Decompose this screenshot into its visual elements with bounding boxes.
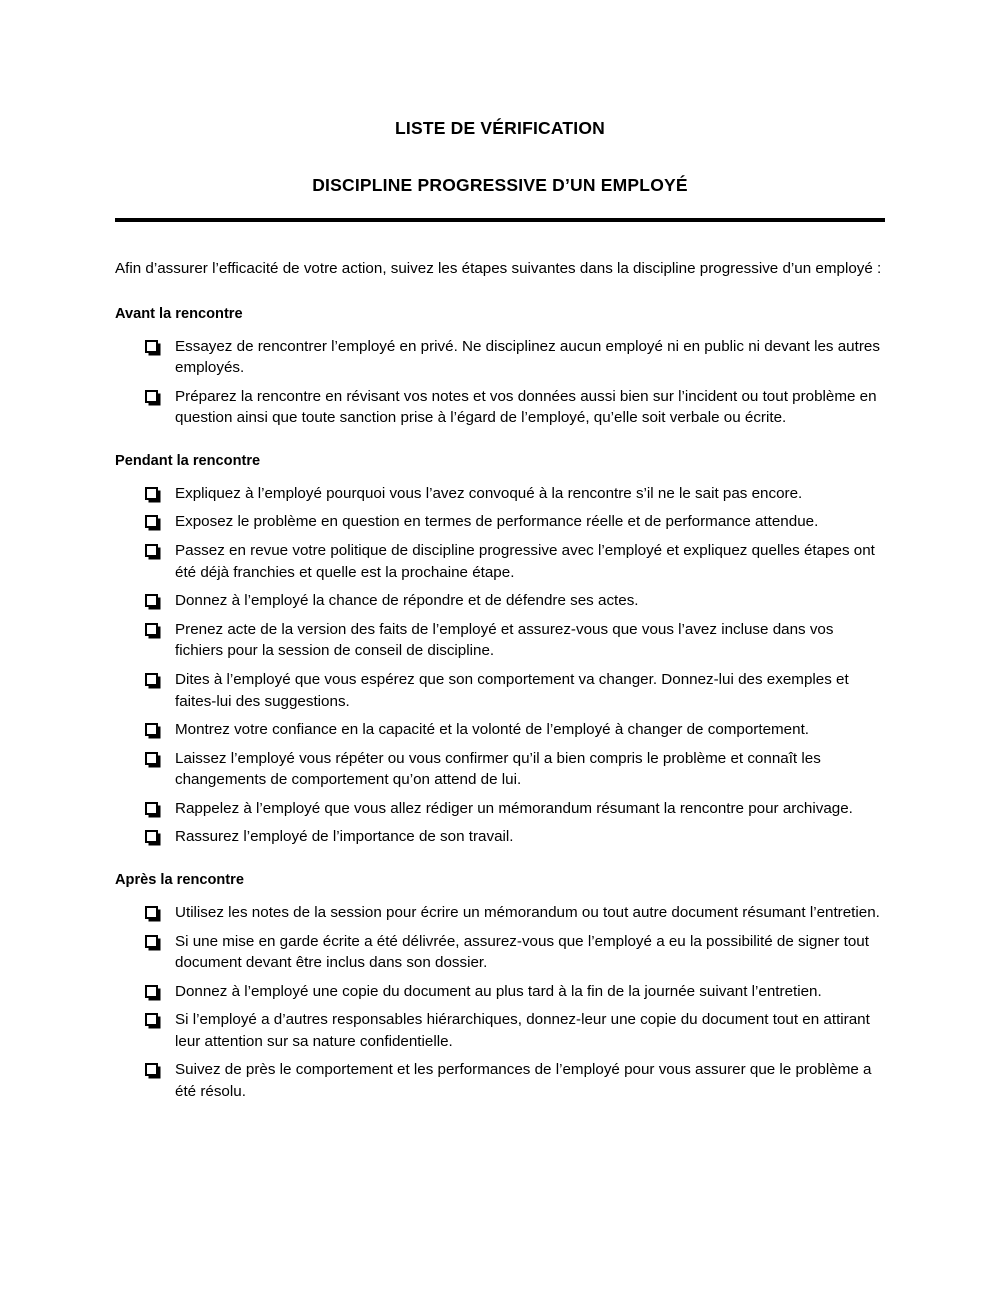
checkbox-empty-icon[interactable] [145, 723, 158, 736]
checklist-item-label: Expliquez à l’employé pourquoi vous l’avez convoqué à la rencontre s’il ne le sait pas encore. [175, 484, 803, 502]
page-subtitle: DISCIPLINE PROGRESSIVE D’UN EMPLOYÉ [312, 175, 688, 195]
checklist-item[interactable] [115, 619, 885, 662]
checklist-item-label: Laissez l’employé vous répéter ou vous confirmer qu’il a bien compris le problème et connaît les changements de comportement qu’on attend de lui. [175, 749, 821, 789]
checklist-item-label: Passez en revue votre politique de discipline progressive avec l’employé et expliquez quelles étapes ont été déjà franchies et quelle est la prochaine étape. [175, 542, 875, 581]
intro-paragraph: Afin d’assurer l’efficacité de votre action, suivez les étapes suivantes dans la discipline progressive d’un employé : [115, 260, 882, 277]
checklist-item[interactable] [115, 931, 885, 974]
checkbox-empty-icon[interactable] [145, 906, 158, 919]
checklist-item[interactable] [115, 981, 885, 1003]
checklist-item[interactable] [115, 336, 885, 379]
checkbox-empty-icon[interactable] [145, 1063, 158, 1076]
checkbox-empty-icon[interactable] [145, 752, 158, 765]
checklist-item[interactable] [115, 748, 885, 791]
checklist-item-label: Utilisez les notes de la session pour écrire un mémorandum ou tout autre document résumant l’entretien. [175, 903, 880, 921]
section-heading: Avant la rencontre [115, 305, 243, 322]
checkbox-empty-icon[interactable] [145, 673, 158, 686]
checkbox-empty-icon[interactable] [145, 623, 158, 636]
checklist [115, 336, 885, 429]
checklist-item-label: Si une mise en garde écrite a été délivrée, assurez-vous que l’employé a eu la possibilité de signer tout document devant être inclus dans son dossier. [175, 932, 869, 972]
checklist-item-label: Si l’employé a d’autres responsables hiérarchiques, donnez-leur une copie du document tout en attirant leur attention sur sa nature confidentielle. [175, 1011, 870, 1050]
document-body [115, 0, 885, 1103]
checkbox-empty-icon[interactable] [145, 935, 158, 948]
checklist-item[interactable] [115, 511, 885, 533]
checklist-item-label: Suivez de près le comportement et les performances de l’employé pour vous assurer que le problème a été résolu. [175, 1061, 872, 1101]
checkbox-empty-icon[interactable] [145, 802, 158, 815]
checkbox-empty-icon[interactable] [145, 1013, 158, 1026]
section-avant-la-rencontre [115, 306, 885, 429]
document-header [115, 0, 885, 222]
checklist-item-label: Rassurez l’employé de l’importance de son travail. [175, 828, 514, 846]
checklist-item[interactable] [115, 483, 885, 505]
checklist-item[interactable] [115, 590, 885, 612]
checklist-item[interactable] [115, 386, 885, 429]
section-heading: Pendant la rencontre [115, 452, 261, 469]
checklist-item[interactable] [115, 826, 885, 848]
checkbox-empty-icon[interactable] [145, 544, 158, 557]
checklist-item-label: Dites à l’employé que vous espérez que son comportement va changer. Donnez-lui des exemples et faites-lui des suggestions. [175, 670, 849, 710]
section-heading: Après la rencontre [115, 871, 244, 888]
checklist-item-label: Essayez de rencontrer l’employé en privé. Ne disciplinez aucun employé ni en public ni devant les autres employés. [175, 337, 880, 377]
section-apres-la-rencontre [115, 872, 885, 1103]
checklist-item[interactable] [115, 719, 885, 741]
page-title: LISTE DE VÉRIFICATION [395, 118, 605, 138]
checklist [115, 902, 885, 1103]
checklist-item[interactable] [115, 902, 885, 924]
checkbox-empty-icon[interactable] [145, 830, 158, 843]
checklist-item-label: Donnez à l’employé une copie du document au plus tard à la fin de la journée suivant l’entretien. [175, 982, 822, 1000]
checkbox-empty-icon[interactable] [145, 487, 158, 500]
checkbox-empty-icon[interactable] [145, 390, 158, 403]
checklist-item[interactable] [115, 1009, 885, 1052]
checklist-item-label: Prenez acte de la version des faits de l’employé et assurez-vous que vous l’avez incluse dans vos fichiers pour la session de conseil de discipline. [175, 620, 834, 660]
checklist-item[interactable] [115, 540, 885, 583]
checkbox-empty-icon[interactable] [145, 985, 158, 998]
checklist-item-label: Préparez la rencontre en révisant vos notes et vos données aussi bien sur l’incident ou tout problème en question ainsi que toute sanction prise à l’égard de l’employé, qu’elle soit verbale ou écrite. [175, 387, 877, 427]
section-pendant-la-rencontre [115, 453, 885, 848]
checklist [115, 483, 885, 848]
checklist-item-label: Rappelez à l’employé que vous allez rédiger un mémorandum résumant la rencontre pour archivage. [175, 799, 853, 817]
checkbox-empty-icon[interactable] [145, 515, 158, 528]
checkbox-empty-icon[interactable] [145, 340, 158, 353]
checklist-item-label: Exposez le problème en question en termes de performance réelle et de performance attendue. [175, 513, 819, 531]
checkbox-empty-icon[interactable] [145, 594, 158, 607]
checklist-item-label: Montrez votre confiance en la capacité et la volonté de l’employé à changer de comportement. [175, 721, 810, 739]
checklist-item-label: Donnez à l’employé la chance de répondre et de défendre ses actes. [175, 592, 639, 610]
header-divider [115, 218, 885, 222]
checklist-item[interactable] [115, 669, 885, 712]
checklist-item[interactable] [115, 798, 885, 820]
checklist-item[interactable] [115, 1059, 885, 1102]
